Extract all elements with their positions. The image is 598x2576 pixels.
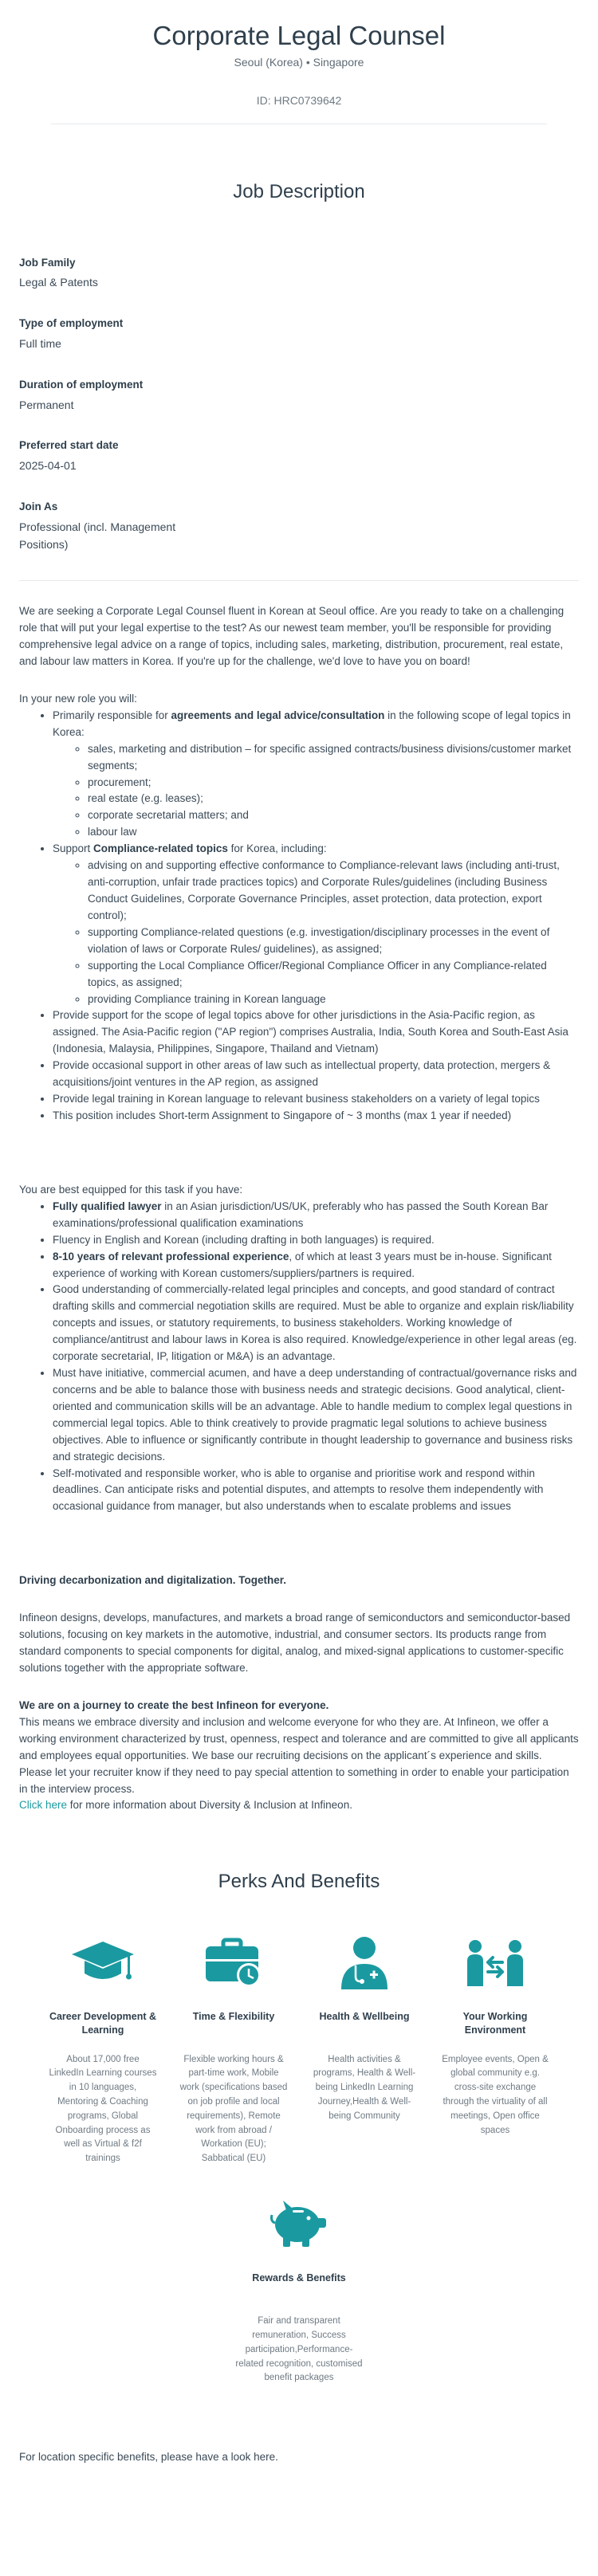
piggy-bank-icon bbox=[235, 2190, 363, 2257]
company-paragraph: Infineon designs, develops, manufactures, and markets a broad range of semiconductors and semiconductor-based solutions, focusing on key markets in the automotive, industrial, and consumer sectors. Its products range from standard components to special components for digital, analog, and mixed-signal applications to customer-specific solutions together with the appropriate software. bbox=[19, 1612, 571, 1675]
fact-employment-type bbox=[19, 316, 210, 353]
role-heading: In your new role you will: bbox=[19, 692, 137, 705]
fact-value: Full time bbox=[19, 337, 61, 351]
job-header bbox=[19, 0, 579, 109]
fact-label: Duration of employment bbox=[19, 378, 144, 391]
doctor-icon bbox=[309, 1929, 419, 1996]
fact-join-as bbox=[19, 499, 210, 553]
requirements-list bbox=[19, 1199, 579, 1516]
journey-heading bbox=[19, 1698, 579, 1714]
intro-paragraph: We are seeking a Corporate Legal Counsel fluent in Korean at Seoul office. Are you ready to take on a challenging role that will put your legal expertise to the test? As our newest team member, you'll be responsible for providing comprehensive legal advice on a range of topics, including sales, marketing, distribution, procurement, real estate, and labour law matters in Korea. If you're up for the challenge, we'd love to have you on board! bbox=[19, 605, 565, 667]
list-item: • Provide support for the scope of legal topics above for other jurisdictions in the Asia-Pacific region, as assigned. The Asia-Pacific region ("AP region") comprises Australia, India, South Korea and South-East Asia (Indonesia, Malaysia, Philippines, Singapore, Thailand and Vietnam) bbox=[53, 1007, 579, 1058]
sub-list-item: ◦ sales, marketing and distribution – for specific assigned contracts/business divisions/customer market segments; bbox=[88, 741, 579, 775]
list-item bbox=[53, 841, 579, 1007]
perk-rewards bbox=[235, 2190, 363, 2386]
graduation-cap-icon bbox=[48, 1929, 158, 1996]
fact-job-family bbox=[19, 255, 210, 293]
perk-description: Health activities & programs, Health & Well-being LinkedIn Learning Journey,Health & Well-being Community bbox=[313, 2054, 416, 2121]
tagline bbox=[19, 1573, 579, 1589]
list-text: Support bbox=[53, 842, 94, 855]
fact-value: Legal & Patents bbox=[19, 276, 98, 289]
perk-title: Time & Flexibility bbox=[192, 2010, 275, 2022]
section-title-description: Job Description bbox=[233, 181, 365, 203]
list-item: • Must have initiative, commercial acumen, and have a deep understanding of contractual/governance risks and concerns and be able to balance those with business needs and strategic decisions. Good analytical, client-oriented and communication skills will be an advantage. Able to handle medium to complex legal questions in commercial legal topics. Able to think creatively to provide pragmatic legal solutions to achieve business objectives. Able to influence or significantly contribute in thought leadership to governance and business risks and strategic decisions. bbox=[53, 1365, 579, 1466]
perk-description: Fair and transparent remuneration, Success participation,Performance-related recognition, customised benefit packages bbox=[235, 2316, 363, 2383]
fact-value: Professional (incl. Management Positions) bbox=[19, 520, 176, 551]
sub-list-item: ◦ procurement; bbox=[88, 775, 579, 791]
job-title: Corporate Legal Counsel bbox=[152, 21, 446, 50]
fact-label: Join As bbox=[19, 500, 58, 512]
perks-title: Perks And Benefits bbox=[218, 1871, 380, 1893]
perks-grid bbox=[19, 1929, 579, 2167]
fact-label: Type of employment bbox=[19, 317, 124, 330]
fact-value: Permanent bbox=[19, 398, 74, 411]
perk-description: About 17,000 free LinkedIn Learning courses in 10 languages, Mentoring & Coaching programs, Global Onboarding process as well as Virtual & f2f trainings bbox=[49, 2054, 157, 2164]
fact-duration bbox=[19, 377, 210, 414]
list-item: • This position includes Short-term Assignment to Singapore of ~ 3 months (max 1 year if needed) bbox=[53, 1108, 579, 1125]
sub-list-item: ◦ real estate (e.g. leases); bbox=[88, 791, 579, 807]
list-item bbox=[53, 1249, 579, 1282]
diversity-link[interactable]: Click here bbox=[19, 1799, 68, 1812]
list-item: • Self-motivated and responsible worker, who is able to organise and prioritise work and respond within deadlines. Can anticipate risks and potential disputes, and attempts to resolve them independently with occasional guidance from manager, but also understands when to escalate problems and issues bbox=[53, 1466, 579, 1516]
fact-label: Preferred start date bbox=[19, 439, 119, 452]
list-text-bold: Fully qualified lawyer bbox=[53, 1200, 162, 1212]
perk-title: Your Working Environment bbox=[462, 2010, 528, 2036]
sub-list-item: ◦ supporting the Local Compliance Officer/Regional Compliance Officer in any Compliance-related topics, as assigned; bbox=[88, 958, 579, 992]
tagline-text: Driving decarbonization and digitalization. Together. bbox=[19, 1574, 287, 1587]
sub-list-item: ◦ labour law bbox=[88, 824, 579, 841]
fact-value: 2025-04-01 bbox=[19, 459, 77, 473]
list-item: • Good understanding of commercially-related legal principles and concepts, and good standard of contract drafting skills and commercial negotiation skills are required. Must be able to organize and explain risk/liability concepts and issues, or statutory requirements, to business stakeholders. Working knowledge of compliance/antitrust and labour laws in Korea is also required. Knowledge/experience in other legal areas (eg. corporate secretarial, IP, litigation or M&A) is an advantage. bbox=[53, 1282, 579, 1365]
list-item: • Fluency in English and Korean (including drafting in both languages) is required. bbox=[53, 1232, 579, 1249]
diversity-text: for more information about Diversity & Inclusion at Infineon. bbox=[67, 1799, 352, 1812]
perk-title: Rewards & Benefits bbox=[252, 2272, 346, 2284]
briefcase-clock-icon bbox=[179, 1929, 289, 1996]
journey-heading-text: We are on a journey to create the best Infineon for everyone. bbox=[19, 1698, 329, 1711]
perk-title: Career Development & Learning bbox=[49, 2010, 157, 2036]
list-text: for Korea, including: bbox=[227, 842, 327, 855]
list-text: , of which at least 3 years must be in-house. Significant experience of working with Korean customers/suppliers/partners is required. bbox=[53, 1250, 552, 1279]
list-item: • Provide legal training in Korean language to relevant business stakeholders on a variety of legal topics bbox=[53, 1091, 579, 1108]
fact-start-date bbox=[19, 438, 210, 475]
list-text: Primarily responsible for bbox=[53, 709, 171, 721]
spacer bbox=[19, 1125, 579, 1182]
sub-list-item: ◦ advising on and supporting effective conformance to Compliance-relevant laws (including anti-trust, anti-corruption, unfair trade practices topics) and Corporate Rules/guidelines (including Business Conduct Guidelines, Corporate Governance Principles, asset protection, data protection, export control); bbox=[88, 858, 579, 925]
list-item bbox=[53, 708, 579, 841]
job-facts bbox=[19, 255, 210, 554]
description-divider bbox=[19, 580, 579, 581]
recruiter-paragraph: Please let your recruiter know if they need to pay special attention to something in order to enable your participation in the interview process. bbox=[19, 1765, 569, 1795]
perk-career bbox=[48, 1929, 158, 2167]
perk-environment bbox=[440, 1929, 550, 2167]
perk-description: Employee events, Open & global community e.g. cross-site exchange through the virtuality of all meetings, Open office spaces bbox=[442, 2054, 549, 2135]
perk-health bbox=[309, 1929, 419, 2167]
role-list bbox=[19, 708, 579, 1125]
equipped-heading: You are best equipped for this task if you have: bbox=[19, 1183, 243, 1196]
job-id: ID: HRC0739642 bbox=[256, 93, 342, 107]
location-benefits-text: For location specific benefits, please have a look here. bbox=[19, 2451, 278, 2464]
sub-list bbox=[53, 858, 579, 1007]
fact-label: Job Family bbox=[19, 256, 76, 269]
list-text: in an Asian jurisdiction/US/UK, preferably who has passed the South Korean Bar examinations/professional qualification examinations bbox=[53, 1200, 549, 1229]
list-item bbox=[53, 1199, 579, 1232]
sub-list-item: ◦ providing Compliance training in Korean language bbox=[88, 992, 579, 1008]
perk-description: Flexible working hours & part-time work, Mobile work (specifications based on job profile and local requirements), Remote work from abroad / Workation (EU); Sabbatical (EU) bbox=[179, 2054, 288, 2164]
job-location: Seoul (Korea) • Singapore bbox=[234, 55, 364, 69]
perk-time bbox=[179, 1929, 289, 2167]
list-text-bold: 8-10 years of relevant professional experience bbox=[53, 1250, 289, 1262]
people-exchange-icon bbox=[440, 1929, 550, 1996]
sub-list-item: ◦ corporate secretarial matters; and bbox=[88, 807, 579, 824]
sub-list bbox=[53, 741, 579, 842]
list-item: • Provide occasional support in other areas of law such as intellectual property, data protection, mergers & acquisitions/joint ventures in the AP region, as assigned bbox=[53, 1058, 579, 1091]
list-text-bold: agreements and legal advice/consultation bbox=[171, 709, 385, 721]
spacer bbox=[19, 1515, 579, 1573]
journey-paragraph: This means we embrace diversity and inclusion and welcome everyone for who they are. At Infineon, we offer a working environment characterized by trust, openness, respect and tolerance and are committed to give all applicants and employees equal opportunities. We base our recruiting decisions on the applicant´s experience and skills. bbox=[19, 1715, 579, 1761]
perk-title: Health & Wellbeing bbox=[319, 2010, 410, 2022]
diversity-line bbox=[19, 1797, 579, 1814]
list-text-bold: Compliance-related topics bbox=[93, 842, 228, 855]
sub-list-item: ◦ supporting Compliance-related questions (e.g. investigation/disciplinary processes in the event of violation of laws or Corporate Rules/ guidelines), as assigned; bbox=[88, 925, 579, 958]
list-text: in the following scope of legal topics in Korea: bbox=[53, 709, 571, 738]
